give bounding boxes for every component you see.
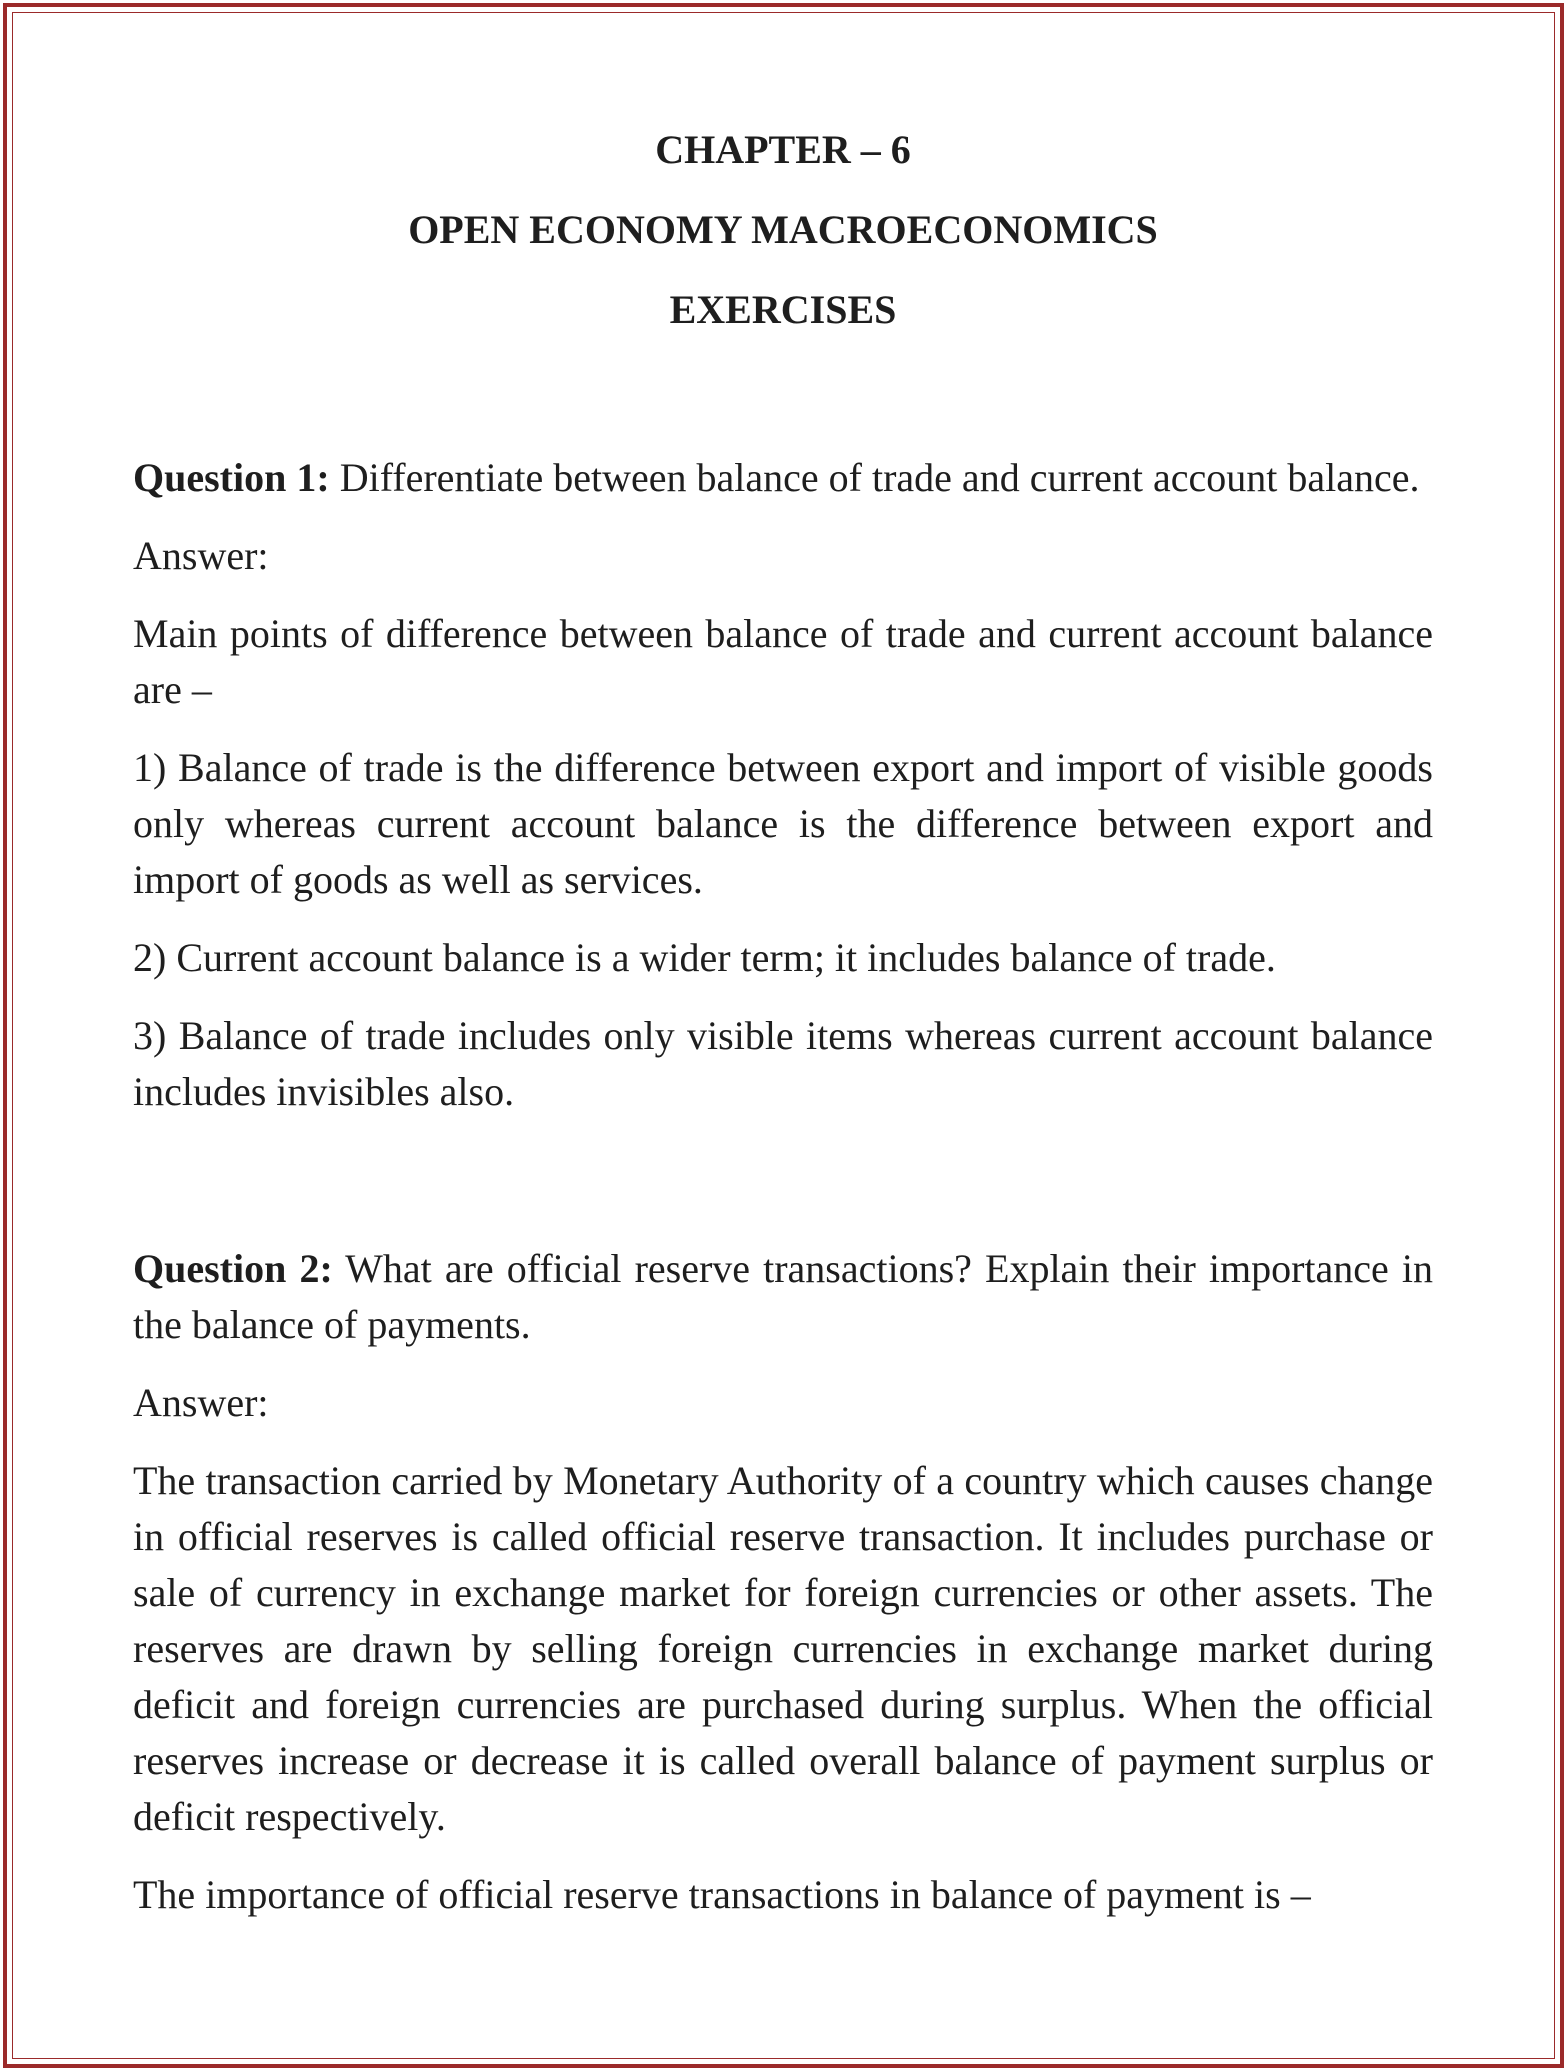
question-1-block: [133, 450, 1433, 1120]
chapter-title: OPEN ECONOMY MACROECONOMICS: [408, 207, 1158, 252]
section-title: EXERCISES: [669, 287, 897, 332]
answer-1-point-1: 1) Balance of trade is the difference between export and import of visible goods only whereas current account balance is the difference between export and import of goods as well as services.: [133, 745, 1433, 902]
question-2-text: What are official reserve transactions? Explain their importance in the balance of payments.: [133, 1246, 1433, 1347]
answer-1-point-3: 3) Balance of trade includes only visible items whereas current account balance includes invisibles also.: [133, 1013, 1433, 1114]
question-2-label: Question 2:: [133, 1246, 333, 1291]
answer-2-paragraph-2: The importance of official reserve transactions in balance of payment is –: [133, 1872, 1311, 1917]
answer-1-point-2: 2) Current account balance is a wider term; it includes balance of trade.: [133, 935, 1276, 980]
answer-2-label: Answer:: [133, 1380, 269, 1425]
chapter-number: CHAPTER – 6: [655, 127, 911, 172]
question-1: [133, 450, 1433, 506]
answer-2-paragraph-1: The transaction carried by Monetary Authority of a country which causes change in official reserves is called official reserve transaction. It includes purchase or sale of currency in exchange market for foreign currencies or other assets. The reserves are drawn by selling foreign currencies in exchange market during deficit and foreign currencies are purchased during surplus. When the official reserves increase or decrease it is called overall balance of payment surplus or deficit respectively.: [133, 1458, 1433, 1839]
question-1-text: Differentiate between balance of trade and current account balance.: [339, 455, 1420, 500]
answer-1-label: Answer:: [133, 533, 269, 578]
question-2-block: [133, 1241, 1433, 1923]
question-2: [133, 1241, 1433, 1353]
answer-1-intro: Main points of difference between balance of trade and current account balance are –: [133, 611, 1433, 712]
question-1-label: Question 1:: [133, 455, 330, 500]
page-content: [133, 127, 1433, 1923]
